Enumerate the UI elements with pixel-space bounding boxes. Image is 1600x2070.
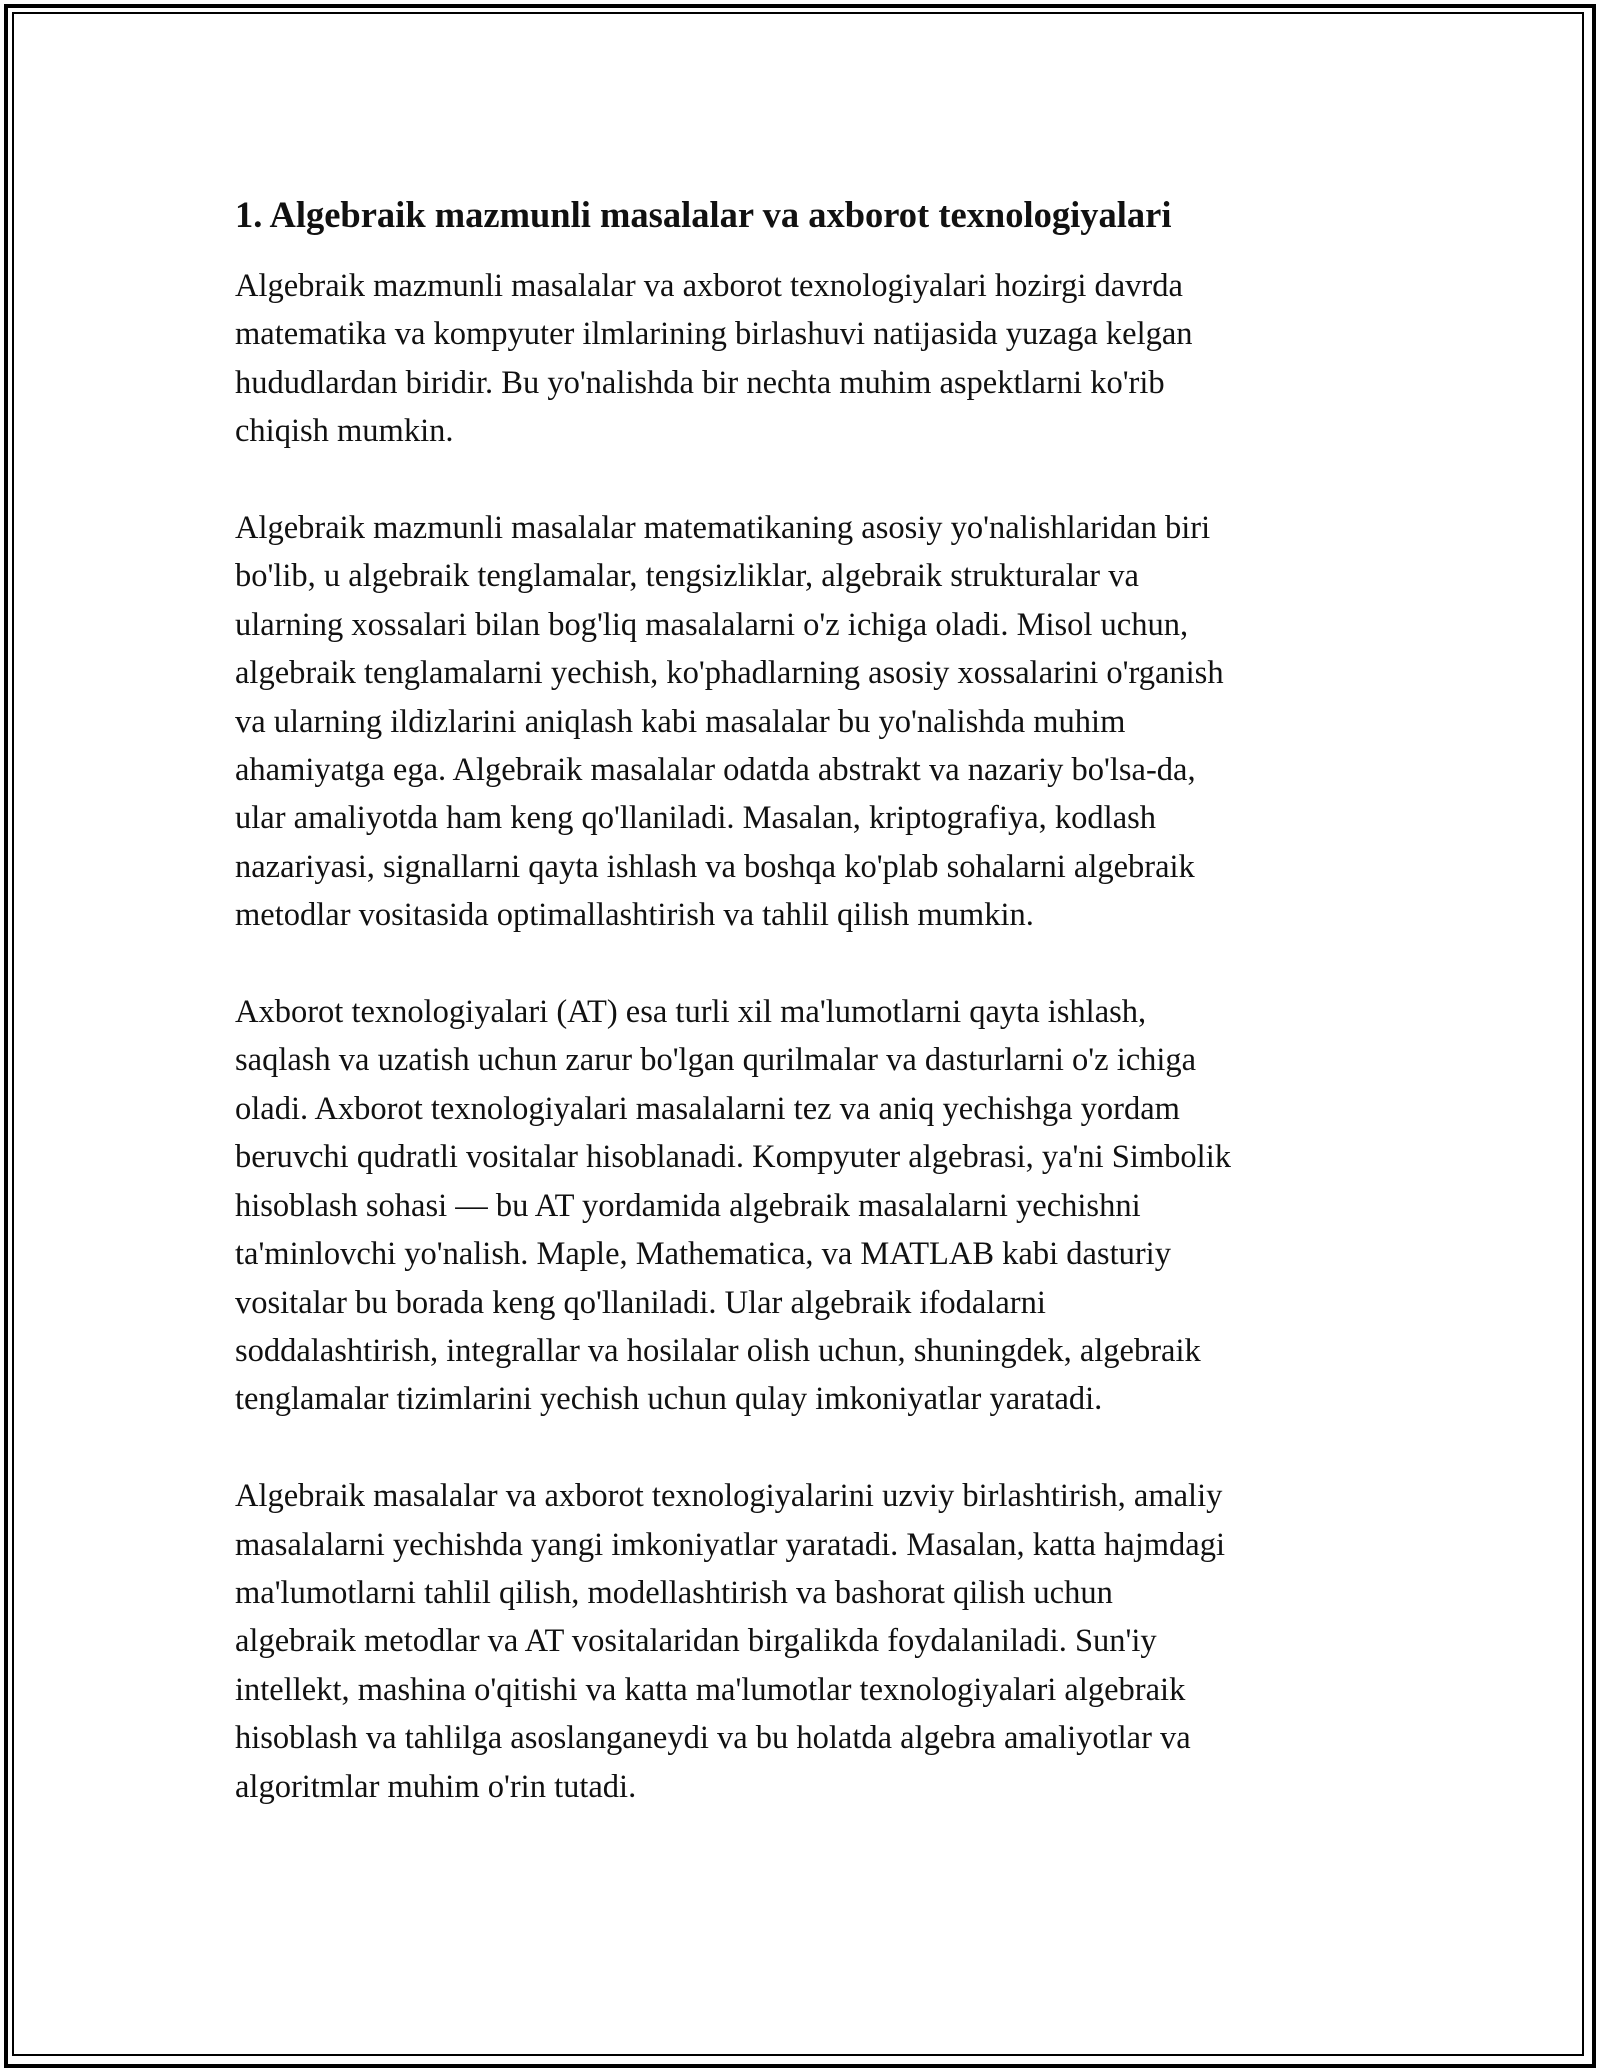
paragraph-information-technologies (235, 988, 1375, 1424)
text-line: Algebraik mazmunli masalalar matematikaning asosiy yo'nalishlaridan biri (235, 510, 1211, 547)
text-line: saqlash va uzatish uchun zarur bo'lgan qurilmalar va dasturlarni o'z ichiga (235, 1042, 1197, 1079)
text-line: ahamiyatga ega. Algebraik masalalar odatda abstrakt va nazariy bo'lsa-da, (235, 752, 1196, 789)
text-line: hisoblash va tahlilga asoslanganeydi va bu holatda algebra amaliyotlar va (235, 1720, 1191, 1757)
text-line: metodlar vositasida optimallashtirish va tahlil qilish mumkin. (235, 897, 1034, 934)
paragraph-algebraic-problems (235, 504, 1375, 940)
text-line: hududlardan biridir. Bu yo'nalishda bir nechta muhim aspektlarni ko'rib (235, 364, 1165, 401)
text-line: ular amaliyotda ham keng qo'llaniladi. Masalan, kriptografiya, kodlash (235, 800, 1157, 837)
text-line: beruvchi qudratli vositalar hisoblanadi. Kompyuter algebrasi, ya'ni Simbolik (235, 1139, 1231, 1176)
text-line: bo'lib, u algebraik tenglamalar, tengsizliklar, algebraik strukturalar va (235, 558, 1139, 595)
text-line: ularning xossalari bilan bog'liq masalalarni o'z ichiga oladi. Misol uchun, (235, 606, 1189, 643)
text-line: va ularning ildizlarini aniqlash kabi masalalar bu yo'nalishda muhim (235, 703, 1126, 740)
text-line: algebraik tenglamalarni yechish, ko'phadlarning asosiy xossalarini o'rganish (235, 655, 1224, 692)
text-line: soddalashtirish, integrallar va hosilalar olish uchun, shuningdek, algebraik (235, 1332, 1201, 1369)
paragraph-integration (235, 1472, 1375, 1811)
paragraph-intro (235, 262, 1375, 456)
text-line: masalalarni yechishda yangi imkoniyatlar yaratadi. Masalan, katta hajmdagi (235, 1526, 1225, 1563)
text-line: nazariyasi, signallarni qayta ishlash va boshqa ko'plab sohalarni algebraik (235, 848, 1195, 885)
text-line: vositalar bu borada keng qo'llaniladi. Ular algebraik ifodalarni (235, 1284, 1046, 1321)
text-line: hisoblash sohasi — bu AT yordamida algebraik masalalarni yechishni (235, 1187, 1141, 1224)
text-line: chiqish mumkin. (235, 413, 454, 450)
text-line: algebraik metodlar va AT vositalaridan birgalikda foydalaniladi. Sun'iy (235, 1623, 1157, 1660)
text-line: intellekt, mashina o'qitishi va katta ma'lumotlar texnologiyalari algebraik (235, 1671, 1186, 1708)
text-line: Axborot texnologiyalari (AT) esa turli xil ma'lumotlarni qayta ishlash, (235, 994, 1147, 1031)
text-line: ma'lumotlarni tahlil qilish, modellashtirish va bashorat qilish uchun (235, 1574, 1113, 1611)
section-title: 1. Algebraik mazmunli masalalar va axborot texnologiyalari (235, 194, 1172, 235)
text-line: algoritmlar muhim o'rin tutadi. (235, 1768, 637, 1805)
text-line: matematika va kompyuter ilmlarining birlashuvi natijasida yuzaga kelgan (235, 316, 1193, 353)
text-line: Algebraik masalalar va axborot texnologiyalarini uzviy birlashtirish, amaliy (235, 1478, 1223, 1515)
document-body (235, 190, 1375, 1859)
text-line: oladi. Axborot texnologiyalari masalalarni tez va aniq yechishga yordam (235, 1090, 1180, 1127)
text-line: tenglamalar tizimlarini yechish uchun qulay imkoniyatlar yaratadi. (235, 1381, 1103, 1418)
text-line: ta'minlovchi yo'nalish. Maple, Mathematica, va MATLAB kabi dasturiy (235, 1236, 1171, 1273)
text-line: Algebraik mazmunli masalalar va axborot texnologiyalari hozirgi davrda (235, 268, 1183, 304)
